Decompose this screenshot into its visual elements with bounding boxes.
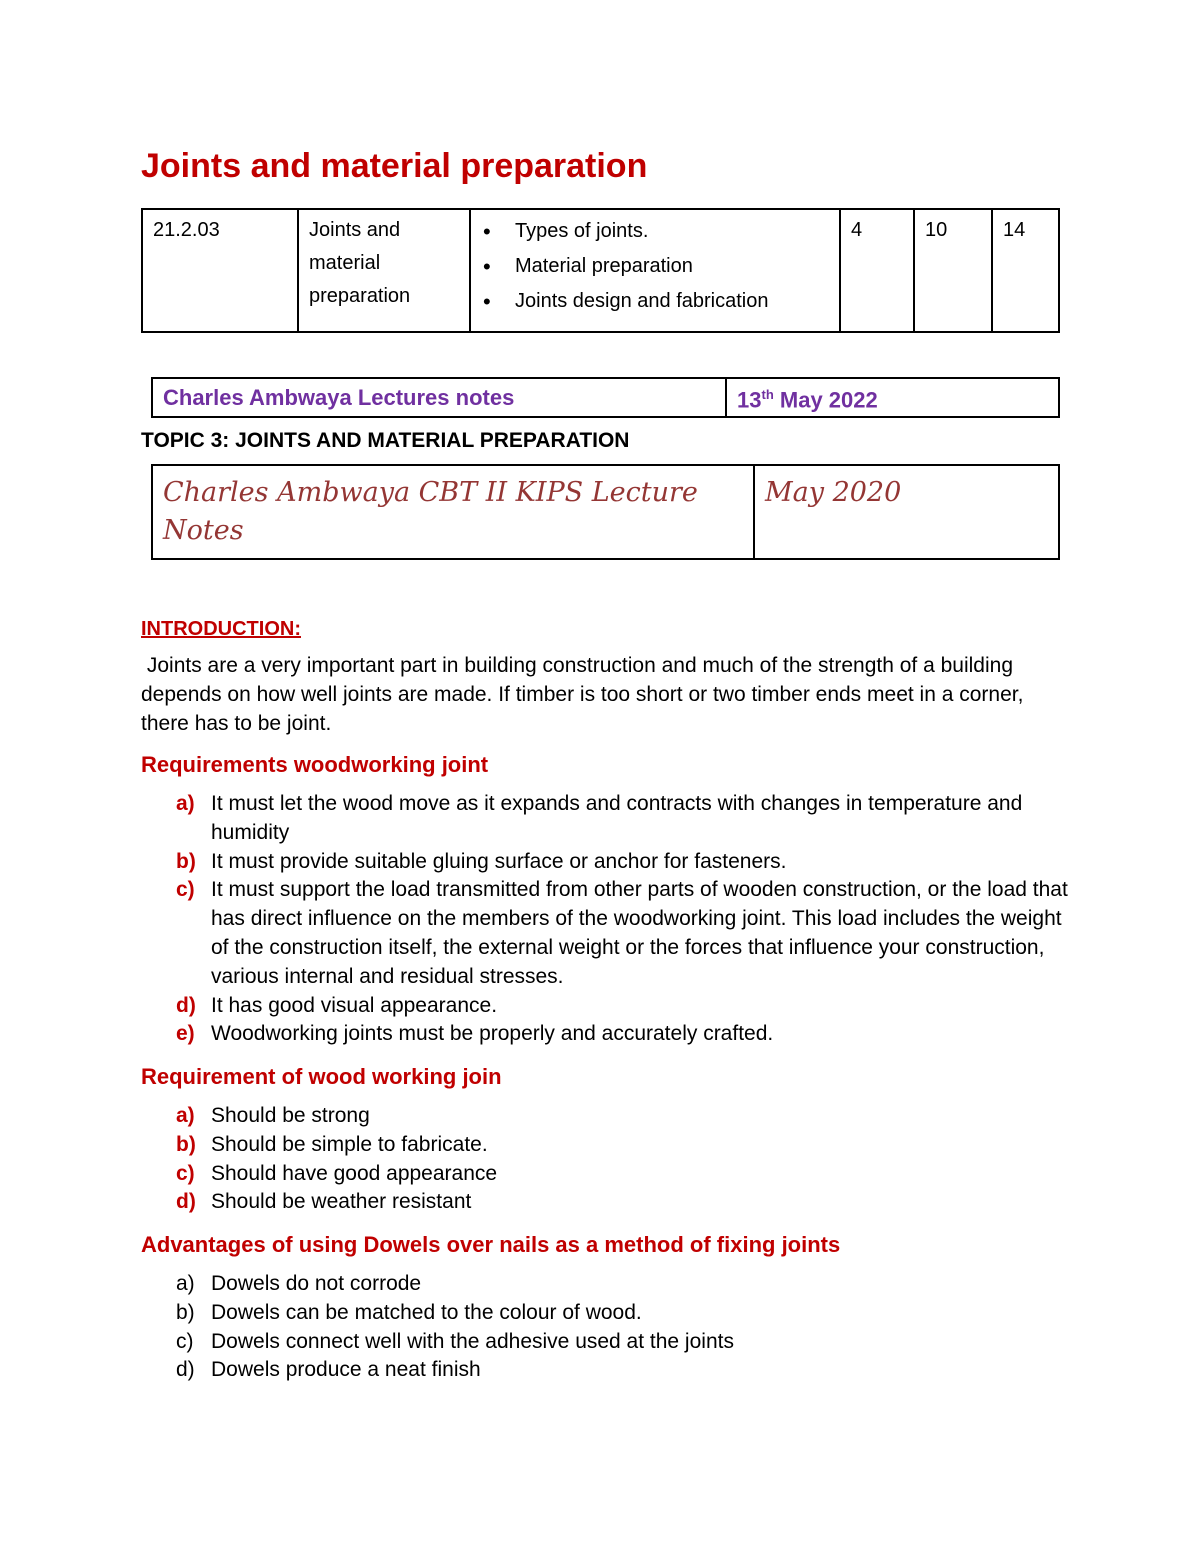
list-item-text: It must support the load transmitted from other parts of wooden construction, or the load that has direct influence on the members of the woodworking joint. This load includes the weight of the construction itself, the external weight or the forces that influence your construction, various internal and residual stresses.: [211, 878, 1068, 988]
section-heading-requirement-of-join: Requirement of wood working join: [141, 1064, 502, 1089]
list-item: [141, 1020, 1071, 1049]
unit-code-cell: 21.2.03: [142, 209, 298, 332]
list-marker: a): [176, 1272, 195, 1295]
unit-topic-item: • Joints design and fabrication: [515, 284, 829, 319]
introduction-heading: INTRODUCTION:: [141, 618, 301, 640]
list-marker: a): [176, 792, 195, 815]
cbt-date-cell: May 2020: [754, 465, 1059, 559]
list-item: [141, 992, 1071, 1021]
list-item: [141, 1270, 1071, 1299]
list-item-text: It has good visual appearance.: [211, 993, 498, 1017]
list-item: [141, 1188, 1071, 1217]
introduction-paragraph: [141, 651, 1071, 738]
list-item-text: It must provide suitable gluing surface or anchor for fasteners.: [211, 849, 787, 873]
unit-topic-item: • Material preparation: [515, 249, 829, 284]
notes-date-suffix: th: [761, 387, 774, 402]
list-marker: b): [176, 1132, 196, 1156]
requirement-of-join-list: [141, 1102, 1071, 1217]
list-marker: d): [176, 993, 196, 1017]
notes-header-row: [152, 378, 1059, 417]
list-marker: b): [176, 1300, 195, 1324]
unit-topic-item: • Types of joints.: [515, 214, 829, 249]
introduction-text: Joints are a very important part in building construction and much of the strength of a building depends on how well joints are made. If timber is too short or two timber ends meet in a corner, there has to be joint.: [141, 654, 1024, 735]
list-item-text: Should be weather resistant: [211, 1190, 472, 1214]
list-item: [141, 1356, 1071, 1385]
list-item: [141, 1328, 1071, 1357]
list-item-text: Should have good appearance: [211, 1161, 498, 1185]
dowel-advantages-list: [141, 1270, 1071, 1385]
list-item: [141, 848, 1071, 877]
list-item-text: Woodworking joints must be properly and accurately crafted.: [211, 1022, 774, 1046]
list-item: [141, 1102, 1071, 1131]
cbt-header-table: [151, 464, 1060, 560]
list-item-text: Should be simple to fabricate.: [211, 1132, 488, 1156]
unit-table: [141, 208, 1060, 333]
notes-date-cell: [726, 378, 1059, 417]
cbt-header-row: [152, 465, 1059, 559]
unit-name-cell: Joints and material preparation: [298, 209, 470, 332]
list-item: [141, 1160, 1071, 1189]
section-heading-dowel-advantages: Advantages of using Dowels over nails as a method of fixing joints: [141, 1232, 841, 1257]
list-marker: d): [176, 1358, 195, 1382]
list-marker: d): [176, 1190, 196, 1214]
list-item-text: Dowels connect well with the adhesive used at the joints: [211, 1329, 734, 1353]
list-item: [141, 1131, 1071, 1160]
list-marker: b): [176, 849, 196, 873]
notes-author-cell: Charles Ambwaya Lectures notes: [152, 378, 726, 417]
list-item-text: It must let the wood move as it expands and contracts with changes in temperature and humidity: [211, 792, 1023, 844]
unit-topics-list: [481, 214, 829, 319]
list-marker: c): [176, 878, 195, 902]
list-item-text: Dowels produce a neat finish: [211, 1358, 481, 1382]
unit-topics-cell: [470, 209, 840, 332]
notes-header-table: [151, 377, 1060, 418]
requirements-list: [141, 790, 1071, 1049]
unit-table-row: [142, 209, 1059, 332]
list-item-text: Dowels can be matched to the colour of wood.: [211, 1300, 642, 1324]
list-item-text: Dowels do not corrode: [211, 1272, 422, 1295]
unit-col-c-cell: 14: [992, 209, 1059, 332]
list-item: [141, 1299, 1071, 1328]
list-item: [141, 790, 1071, 848]
unit-col-a-cell: 4: [840, 209, 914, 332]
unit-col-b-cell: 10: [914, 209, 992, 332]
notes-date-rest: May 2022: [773, 387, 878, 413]
document-title: Joints and material preparation: [141, 147, 648, 185]
list-marker: a): [176, 1104, 195, 1127]
topic-heading: TOPIC 3: JOINTS AND MATERIAL PREPARATION: [141, 429, 630, 452]
list-marker: e): [176, 1022, 195, 1046]
cbt-author-cell: Charles Ambwaya CBT II KIPS Lecture Notes: [152, 465, 754, 559]
list-item-text: Should be strong: [211, 1104, 370, 1127]
list-marker: c): [176, 1329, 194, 1353]
list-marker: c): [176, 1161, 195, 1185]
notes-date-day: 13: [737, 387, 762, 413]
section-heading-requirements: Requirements woodworking joint: [141, 752, 489, 777]
list-item: [141, 876, 1071, 991]
